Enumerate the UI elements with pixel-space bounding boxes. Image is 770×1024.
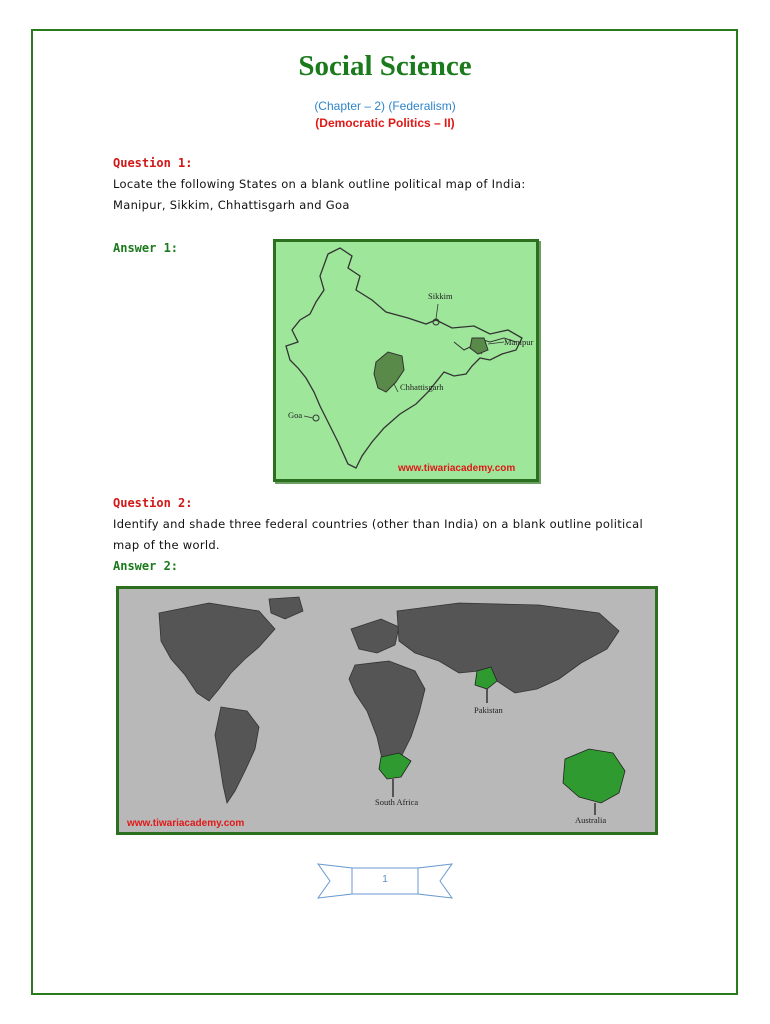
book-line: (Democratic Politics – II): [315, 116, 455, 130]
label-sikkim: Sikkim: [428, 291, 453, 301]
label-australia: Australia: [575, 815, 607, 825]
question-1-label: Question 1:: [113, 156, 193, 170]
question-1-line-2: Manipur, Sikkim, Chhattisgarh and Goa: [113, 198, 350, 212]
page-border: [31, 29, 738, 995]
label-chhattisgarh: Chhattisgarh: [400, 382, 444, 392]
question-2-label: Question 2:: [113, 496, 193, 510]
asia: [397, 603, 619, 693]
goa-marker: [313, 415, 319, 421]
south-africa-shade: [379, 753, 411, 779]
north-america: [159, 603, 275, 701]
south-america: [215, 707, 259, 803]
greenland: [269, 597, 303, 619]
world-map: [116, 586, 658, 835]
world-outline: [119, 589, 655, 832]
india-map-watermark: www.tiwariacademy.com: [398, 463, 516, 474]
label-pakistan: Pakistan: [474, 705, 503, 715]
answer-1-label: Answer 1:: [113, 241, 179, 255]
india-map: [273, 239, 539, 482]
europe: [351, 619, 399, 653]
question-1-line-1: Locate the following States on a blank outline political map of India:: [113, 177, 526, 191]
label-goa: Goa: [288, 410, 303, 420]
manipur-shade: [470, 338, 488, 354]
world-map-watermark: www.tiwariacademy.com: [127, 818, 245, 829]
page-title: Social Science: [298, 50, 472, 82]
question-2-line-2: map of the world.: [113, 538, 220, 552]
africa: [349, 661, 425, 771]
answer-2-label: Answer 2:: [113, 559, 179, 573]
chapter-line: (Chapter – 2) (Federalism): [314, 99, 456, 113]
label-manipur: Manipur: [504, 337, 534, 347]
question-2-line-1: Identify and shade three federal countries (other than India) on a blank outline political: [113, 517, 644, 531]
australia-shade: [563, 749, 625, 803]
label-south-africa: South Africa: [375, 797, 419, 807]
india-outline: [276, 242, 536, 479]
page-number-ribbon: [316, 858, 454, 904]
page-number: 1: [382, 874, 388, 885]
